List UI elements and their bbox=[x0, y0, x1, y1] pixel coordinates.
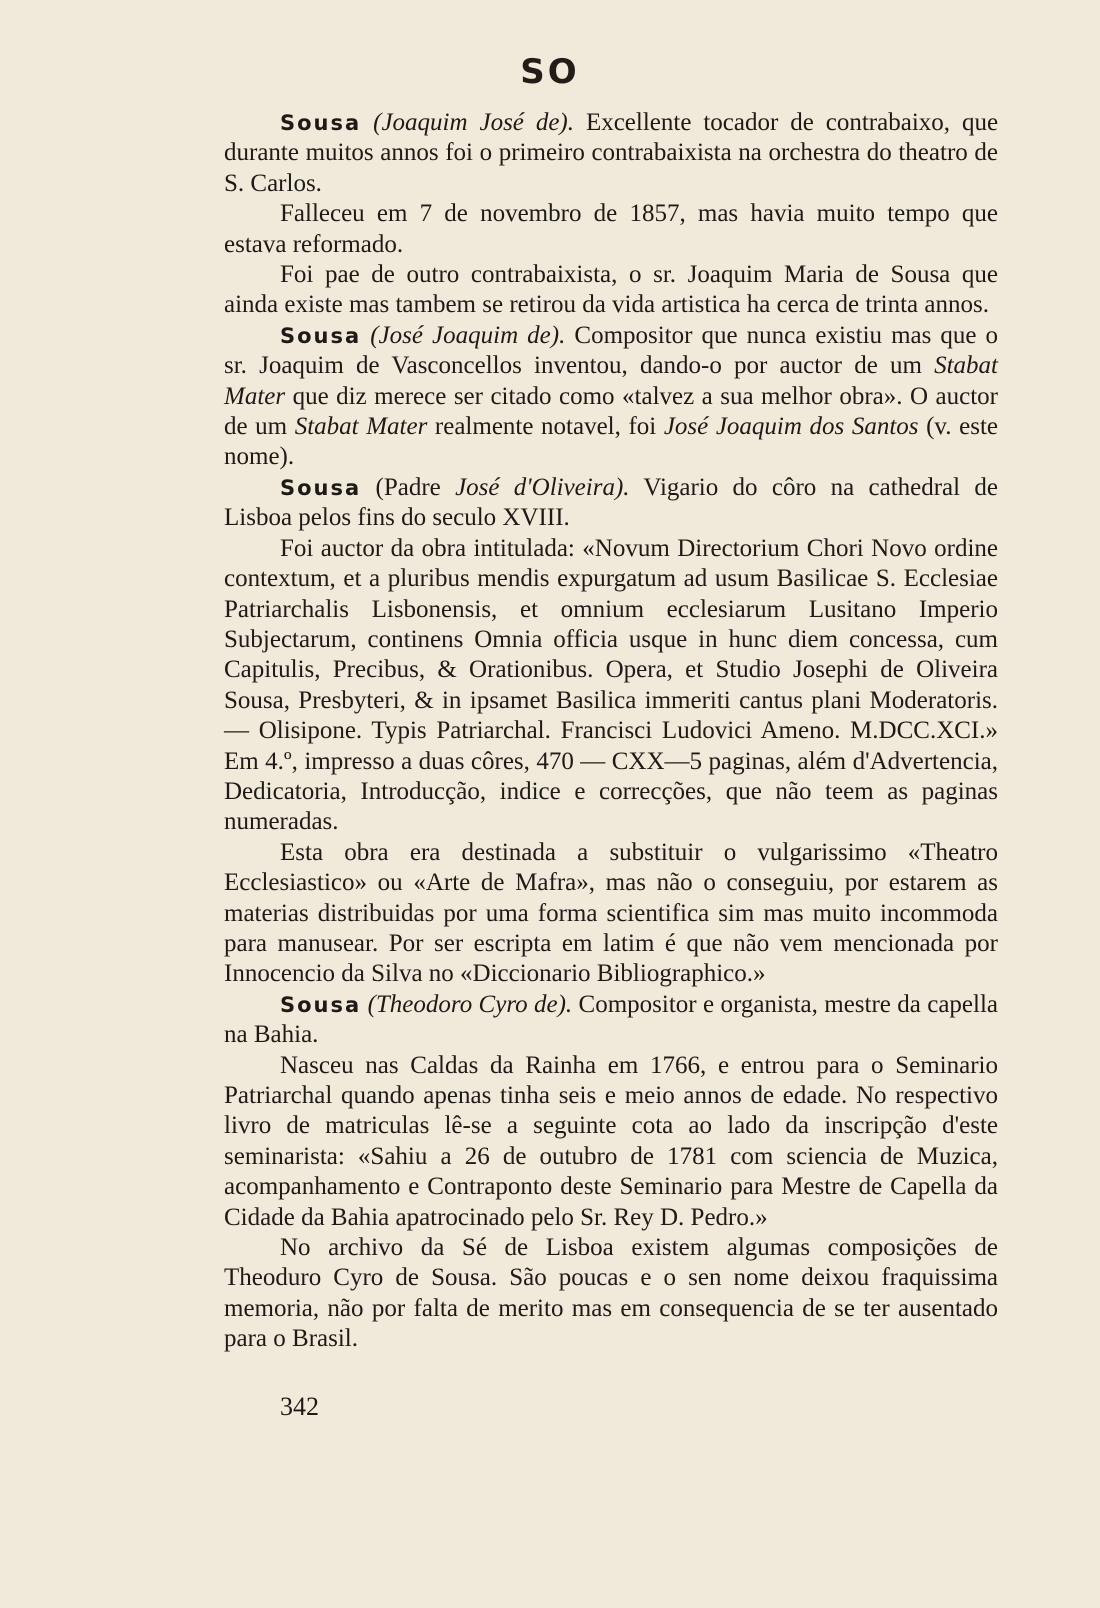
entry-text: Vigario do côro na cathedral de Lisboa pelos fins do seculo XVIII. bbox=[224, 473, 998, 532]
entry-text: que diz merece ser citado como «talvez a sua melhor obra». O auctor de um bbox=[224, 382, 998, 441]
work-title: Stabat Mater bbox=[294, 413, 428, 441]
entry-headword: Sousa bbox=[280, 323, 362, 348]
entry-paragraph bbox=[224, 321, 998, 473]
entry-headword: Sousa bbox=[280, 475, 362, 500]
entry-paragraph bbox=[224, 108, 998, 199]
body-paragraph: Nasceu nas Caldas da Rainha em 1766, e entrou para o Seminario Patriarchal quando apenas tinha seis e meio annos de edade. No respectivo livro de matriculas lê-se a seguinte cota ao lado da inscripção d'este seminarista: «Sahiu a 26 de outubro de 1781 com sciencia de Muzica, acompanhamento e Contraponto deste Seminario para Mestre de Capella da Cidade da Bahia apatrocinado pelo Sr. Rey D. Pedro.» bbox=[224, 1051, 998, 1231]
body-paragraph: No archivo da Sé de Lisboa existem algumas composições de Theoduro Cyro de Sousa. São poucas e o sen nome deixou fraquissima memoria, não por falta de merito mas em consequencia de se ter ausentado para o Brasil. bbox=[224, 1234, 998, 1353]
body-paragraph: Esta obra era destinada a substituir o vulgarissimo «Theatro Ecclesiastico» ou «Arte de Mafra», mas não o conseguiu, por estarem as materias distribuidas por uma forma scientifica sim mas muito incommoda para manusear. Por ser escripta em latim é que não vem mencionada por Innocencio da Silva no «Diccionario Bibliographico.» bbox=[224, 838, 998, 988]
entry-name: José d'Oliveira). bbox=[455, 473, 630, 501]
body-paragraph: Foi auctor da obra intitulada: «Novum Directorium Chori Novo ordine contextum, et a pluribus mendis expurgatum ad usum Basilicae S. Ecclesiae Patriarchalis Lisbonensis, et omnium ecclesiarum Lusitano Imperio Subjectarum, continens Omnia officia usque in hunc diem concessa, cum Capitulis, Precibus, & Orationibus. Opera, et Studio Josephi de Oliveira Sousa, Presbyteri, & in ipsamet Basilica immeriti cantus plani Moderatoris.— Olisipone. Typis Patriarchal. Francisci Ludovici Ameno. M.DCC.XCI.» Em 4.º, impresso a duas côres, 470 — CXX—5 paginas, além d'Advertencia, Dedicatoria, Introducção, indice e correcções, que não teem as paginas numeradas. bbox=[224, 534, 998, 836]
entry-text: realmente notavel, foi bbox=[434, 413, 657, 441]
entry-paragraph bbox=[224, 990, 998, 1051]
entry-name: (Joaquim José de). bbox=[373, 109, 574, 136]
entry-prefix: (Padre bbox=[375, 473, 441, 501]
work-title: Stabat Mater bbox=[224, 352, 999, 410]
entry-headword: Sousa bbox=[280, 111, 362, 135]
page-number: 342 bbox=[280, 1392, 319, 1421]
entry-name: (Theodoro Cyro de). bbox=[367, 990, 573, 1018]
body-paragraph: Falleceu em 7 de novembro de 1857, mas havia muito tempo que estava reformado. bbox=[224, 200, 998, 258]
entry-text: Compositor que nunca existiu mas que o sr. Joaquim de Vasconcellos inventou, dando-o por auctor de um bbox=[224, 321, 999, 380]
entry-headword: Sousa bbox=[280, 992, 362, 1017]
dictionary-text bbox=[224, 108, 998, 1355]
body-paragraph: Foi pae de outro contrabaixista, o sr. Joaquim Maria de Sousa que ainda existe mas tambem se retirou da vida artistica ha cerca de trinta annos. bbox=[224, 261, 998, 319]
cross-reference-name: José Joaquim dos Santos bbox=[663, 413, 919, 441]
entry-text: (v. este nome). bbox=[224, 413, 999, 471]
running-header: SO bbox=[520, 52, 580, 92]
entry-text: Excellente tocador de contrabaixo, que durante muitos annos foi o primeiro contrabaixista na orchestra do theatro de S. Carlos. bbox=[224, 109, 999, 197]
entry-text: Compositor e organista, mestre da capella na Bahia. bbox=[224, 990, 998, 1049]
entry-name: (José Joaquim de). bbox=[370, 321, 566, 349]
entry-paragraph bbox=[224, 473, 998, 534]
